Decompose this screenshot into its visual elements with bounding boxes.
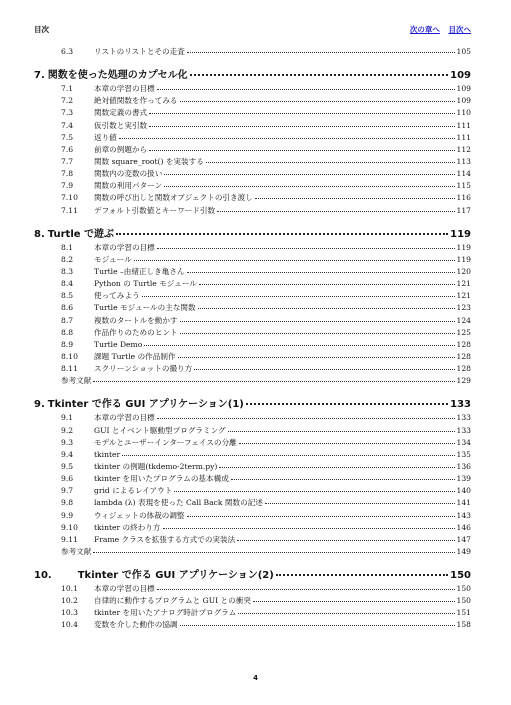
section-title: 仮引数と実引数	[94, 120, 148, 130]
section-number: 6.3	[61, 47, 74, 56]
section-page: 139	[456, 474, 471, 484]
section-title: tkinter の例題(tkdemo-2term.py)	[94, 461, 218, 471]
section-number: 8.9	[61, 339, 74, 349]
chapter-page: 119	[450, 228, 471, 240]
section-number: 9.1	[61, 413, 74, 423]
section-title: スクリーンショットの撮り方	[94, 364, 193, 374]
section-number: 8.8	[61, 327, 74, 337]
section-title: 参考文献	[61, 546, 92, 556]
leader-dots	[142, 289, 455, 297]
leader-dots	[253, 594, 455, 602]
section-page: 109	[456, 96, 471, 106]
chapter-number: 9.	[34, 399, 45, 411]
section-page: 123	[456, 303, 471, 313]
section-title: 本章の学習の目標	[94, 413, 155, 423]
section-number: 7.7	[61, 156, 74, 166]
section-page: 111	[456, 132, 471, 142]
section-page: 109	[456, 84, 471, 94]
chapter-number: 10.	[34, 570, 52, 582]
section-title: grid によるレイアウト	[94, 486, 173, 496]
chapter-title: 関数を使った処理のカプセル化	[47, 70, 188, 82]
leader-dots	[157, 582, 455, 590]
leader-dots	[219, 460, 454, 468]
section-page: 143	[456, 510, 471, 520]
section-number: 9.3	[61, 437, 74, 447]
leader-dots	[119, 131, 455, 139]
section-page: 105	[456, 47, 471, 56]
table-of-contents	[34, 46, 471, 632]
section-page: 111	[456, 120, 471, 130]
section-title: 参考文献	[61, 376, 92, 386]
chapter-page: 109	[450, 70, 471, 82]
section-page: 113	[456, 156, 471, 166]
section-page: 151	[456, 608, 471, 618]
section-number: 10.2	[61, 596, 78, 606]
leader-dots	[246, 395, 448, 405]
leader-dots	[180, 94, 455, 102]
section-title: tkinter の終わり方	[94, 522, 161, 532]
leader-dots	[180, 618, 455, 626]
leader-dots	[238, 606, 454, 614]
section-page: 112	[456, 144, 471, 154]
section-number: 7.3	[61, 108, 74, 118]
section-title: 関数定義の書式	[94, 108, 148, 118]
leader-dots	[144, 338, 454, 346]
section-title: 複数のタートルを動かす	[94, 315, 178, 325]
section-page: 114	[456, 169, 471, 179]
toc-entry[interactable]	[34, 619, 471, 631]
toc-link[interactable]: 目次へ	[448, 24, 471, 34]
section-page: 149	[456, 546, 471, 556]
chapter-title: Tkinter で作る GUI アプリケーション(2)	[77, 570, 274, 582]
section-page: 146	[456, 522, 471, 532]
leader-dots	[134, 253, 455, 261]
leader-dots	[164, 167, 454, 175]
section-number: 7.9	[61, 181, 74, 191]
leader-dots	[157, 82, 455, 90]
leader-dots	[178, 350, 455, 358]
section-title: 作品作りのためのヒント	[94, 327, 178, 337]
section-page: 135	[456, 449, 471, 459]
section-page: 125	[456, 327, 471, 337]
section-title: 使ってみよう	[94, 291, 140, 301]
chapter-heading[interactable]	[34, 225, 471, 242]
chapter-page: 150	[450, 570, 471, 582]
leader-dots	[180, 326, 455, 334]
section-page: 119	[456, 254, 471, 264]
leader-dots	[237, 533, 454, 541]
section-title: 関数の呼び出しと関数オブジェクトの引き渡し	[94, 193, 253, 203]
section-page: 134	[456, 437, 471, 447]
section-title: デフォルト引数値とキーワード引数	[94, 205, 216, 215]
leader-dots	[199, 277, 455, 285]
chapter-title: Tkinter で作る GUI アプリケーション(1)	[47, 399, 244, 411]
toc-entry[interactable]	[34, 205, 471, 217]
section-title: tkinter を用いたプログラムの基本構成	[94, 474, 229, 484]
section-title: Turtle Demo	[94, 339, 143, 349]
chapter-heading[interactable]	[34, 566, 471, 583]
leader-dots	[206, 155, 455, 163]
section-page: 150	[456, 596, 471, 606]
leader-dots	[163, 521, 455, 529]
leader-dots	[93, 374, 454, 382]
leader-dots	[187, 509, 455, 517]
section-page: 115	[456, 181, 471, 191]
section-title: 変数を介した動作の協調	[94, 620, 178, 630]
section-number: 7.10	[61, 193, 78, 203]
section-number: 9.4	[61, 449, 74, 459]
leader-dots	[194, 362, 454, 370]
section-title: リストのリストとその走査	[94, 47, 185, 56]
section-page: 128	[456, 364, 471, 374]
leader-dots	[228, 424, 455, 432]
leader-dots	[265, 496, 455, 504]
section-title: 返り値	[94, 132, 117, 142]
leader-dots	[149, 119, 454, 127]
chapter-title: Turtle で遊ぶ	[47, 228, 115, 240]
section-title: Python の Turtle モジュール	[94, 279, 197, 289]
page-header	[34, 22, 471, 36]
section-page: 140	[456, 486, 471, 496]
leader-dots	[276, 566, 448, 576]
leader-dots	[239, 436, 455, 444]
section-number: 8.3	[61, 266, 74, 276]
section-title: lambda (λ) 表現を使った Call Back 関数の記述	[94, 498, 263, 508]
section-title: 本章の学習の目標	[94, 584, 155, 594]
toc-entry[interactable]	[34, 546, 471, 558]
leader-dots	[198, 301, 455, 309]
section-number: 8.6	[61, 303, 74, 313]
leader-dots	[217, 204, 454, 212]
section-number: 7.6	[61, 144, 74, 154]
section-number: 8.7	[61, 315, 74, 325]
leader-dots	[187, 265, 455, 273]
section-page: 121	[456, 279, 471, 289]
toc-entry[interactable]	[34, 375, 471, 387]
section-title: GUI とイベント駆動型プログラミング	[94, 425, 226, 435]
leader-dots	[180, 314, 455, 322]
leader-dots	[93, 545, 454, 553]
section-number: 10.1	[61, 584, 78, 594]
section-number: 8.1	[61, 242, 74, 252]
section-page: 117	[456, 205, 471, 215]
section-number: 7.11	[61, 205, 78, 215]
chapter-page: 133	[450, 399, 471, 411]
leader-dots	[187, 45, 455, 53]
section-number: 9.2	[61, 425, 74, 435]
section-number: 7.1	[61, 84, 74, 94]
section-page: 120	[456, 266, 471, 276]
leader-dots	[190, 66, 448, 76]
leader-dots	[157, 411, 455, 419]
section-number: 9.5	[61, 461, 74, 471]
section-page: 116	[456, 193, 471, 203]
leader-dots	[157, 241, 455, 249]
leader-dots	[231, 472, 455, 480]
section-number: 8.5	[61, 291, 74, 301]
section-title: 前章の例題から	[94, 144, 148, 154]
section-number: 8.2	[61, 254, 74, 264]
section-page: 158	[456, 620, 471, 630]
next-chapter-link[interactable]: 次の章へ	[409, 24, 440, 34]
leader-dots	[122, 448, 454, 456]
section-number: 9.11	[61, 534, 78, 544]
leader-dots	[164, 179, 454, 187]
section-title: モデルとユーザーインターフェイスの分離	[94, 437, 237, 447]
section-page: 150	[456, 584, 471, 594]
section-number: 7.4	[61, 120, 74, 130]
section-title: tkinter を用いたアナログ時計プログラム	[94, 608, 237, 618]
toc-entry[interactable]	[34, 46, 471, 58]
section-page: 133	[456, 425, 471, 435]
leader-dots	[116, 225, 448, 235]
section-number: 9.9	[61, 510, 74, 520]
section-title: 本章の学習の目標	[94, 84, 155, 94]
section-page: 119	[456, 242, 471, 252]
section-number: 9.8	[61, 498, 74, 508]
section-page: 128	[456, 339, 471, 349]
section-title: 絶対値関数を作ってみる	[94, 96, 178, 106]
section-page: 147	[456, 534, 471, 544]
section-number: 8.10	[61, 351, 78, 361]
chapter-heading[interactable]	[34, 66, 471, 83]
section-number: 9.10	[61, 522, 78, 532]
section-number: 9.7	[61, 486, 74, 496]
section-title: モジュール	[94, 254, 132, 264]
section-page: 110	[456, 108, 471, 118]
section-number: 10.4	[61, 620, 78, 630]
section-page: 141	[456, 498, 471, 508]
section-page: 133	[456, 413, 471, 423]
section-title: Frame クラスを拡張する方式での実装法	[94, 534, 236, 544]
section-title: 関数 square_root() を実装する	[94, 156, 204, 166]
page-number: 4	[253, 674, 258, 682]
section-title: 自律的に動作するプログラムと GUI との衝突	[94, 596, 251, 606]
section-title: Turtle モジュールの主な関数	[94, 303, 196, 313]
section-title: 本章の学習の目標	[94, 242, 155, 252]
header-title: 目次	[34, 24, 49, 34]
leader-dots	[149, 106, 454, 114]
section-title: 関数の利用パターン	[94, 181, 163, 191]
section-number: 8.4	[61, 279, 74, 289]
leader-dots	[149, 143, 454, 151]
section-number: 7.8	[61, 169, 74, 179]
header-nav	[404, 24, 471, 35]
section-page: 121	[456, 291, 471, 301]
section-title: tkinter	[94, 449, 121, 459]
section-number: 8.11	[61, 364, 78, 374]
chapter-heading[interactable]	[34, 395, 471, 412]
leader-dots	[255, 191, 455, 199]
section-title: ウィジェットの体裁の調整	[94, 510, 185, 520]
section-number: 7.5	[61, 132, 74, 142]
section-title: Turtle –由緒正しき亀さん	[94, 266, 185, 276]
chapter-number: 8.	[34, 228, 45, 240]
section-title: 関数内の変数の扱い	[94, 169, 163, 179]
section-number: 9.6	[61, 474, 74, 484]
section-page: 128	[456, 351, 471, 361]
chapter-number: 7.	[34, 70, 45, 82]
section-page: 129	[456, 376, 471, 386]
section-page: 136	[456, 461, 471, 471]
leader-dots	[174, 484, 454, 492]
section-number: 10.3	[61, 608, 78, 618]
section-number: 7.2	[61, 96, 74, 106]
section-page: 124	[456, 315, 471, 325]
section-title: 課題 Turtle の作品制作	[94, 351, 176, 361]
